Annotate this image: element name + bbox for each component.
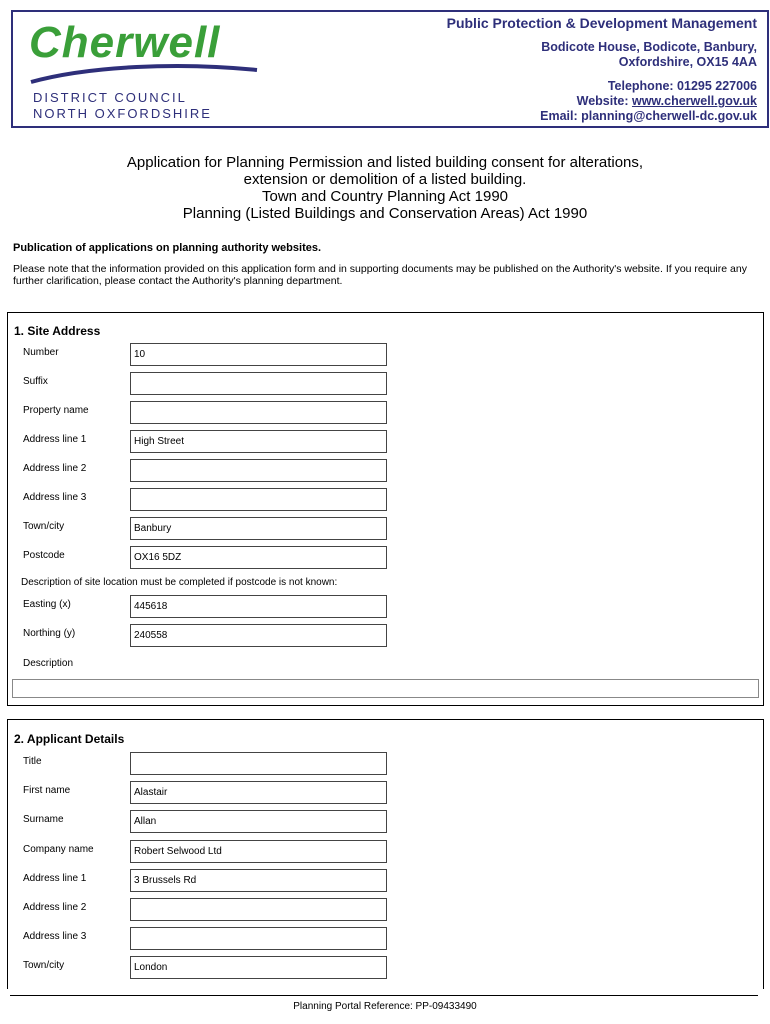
field-label: Town/city	[23, 960, 65, 971]
field-label: Property name	[23, 405, 89, 416]
field-label: Address line 2	[23, 463, 87, 474]
logo-subtitle	[33, 90, 212, 122]
publication-note: Please note that the information provided on this application form and in supporting documents may be published on the Authority's website. If you require any further clarification, please contact the Authority's planning department.	[13, 263, 747, 287]
field-label: Number	[23, 347, 59, 358]
surname-field[interactable]: Allan	[130, 810, 387, 833]
form-title	[0, 154, 770, 222]
address-line1-field[interactable]: High Street	[130, 430, 387, 453]
address-line3-field[interactable]	[130, 488, 387, 511]
field-label: Address line 2	[23, 902, 87, 913]
field-label: Postcode	[23, 550, 65, 561]
field-label: Description	[23, 658, 74, 669]
portal-reference: Planning Portal Reference: PP-09433490	[293, 1001, 477, 1012]
title-line2: extension or demolition of a listed building.	[243, 171, 527, 188]
department-name: Public Protection & Development Management	[446, 15, 757, 31]
site-address-section	[7, 312, 764, 706]
field-label: Easting (x)	[23, 599, 71, 610]
logo-subtitle-line2: NORTH OXFORDSHIRE	[33, 106, 212, 121]
footer-divider	[10, 995, 758, 996]
northing-field[interactable]: 240558	[130, 624, 387, 647]
field-label: Address line 1	[23, 873, 87, 884]
address-line3-field[interactable]	[130, 927, 387, 950]
field-label: Surname	[23, 814, 64, 825]
field-label: Address line 1	[23, 434, 87, 445]
field-label: Address line 3	[23, 931, 87, 942]
address-line1-field[interactable]: 3 Brussels Rd	[130, 869, 387, 892]
postcode-field[interactable]: OX16 5DZ	[130, 546, 387, 569]
title-line1: Application for Planning Permission and listed building consent for alterations,	[126, 154, 644, 171]
field-label: Title	[23, 756, 42, 767]
header-banner	[11, 10, 769, 128]
field-label: First name	[23, 785, 71, 796]
logo-text: Cherwell	[29, 18, 221, 67]
field-label: Town/city	[23, 521, 65, 532]
section-title: 1. Site Address	[14, 324, 101, 338]
telephone: Telephone: 01295 227006	[607, 79, 757, 93]
number-field[interactable]: 10	[130, 343, 387, 366]
address-line2-field[interactable]	[130, 459, 387, 482]
title-line4: Planning (Listed Buildings and Conservation Areas) Act 1990	[182, 205, 588, 222]
location-note: Description of site location must be completed if postcode is not known:	[21, 577, 338, 588]
publication-heading: Publication of applications on planning authority websites.	[13, 242, 322, 254]
address-line2-field[interactable]	[130, 898, 387, 921]
title-field[interactable]	[130, 752, 387, 775]
town-city-field[interactable]: London	[130, 956, 387, 979]
company-name-field[interactable]: Robert Selwood Ltd	[130, 840, 387, 863]
address-line1: Bodicote House, Bodicote, Banbury,	[541, 40, 757, 54]
field-label: Company name	[23, 844, 94, 855]
address-line2: Oxfordshire, OX15 4AA	[618, 55, 757, 69]
title-line3: Town and Country Planning Act 1990	[262, 188, 508, 205]
field-label: Northing (y)	[23, 628, 76, 639]
website-link[interactable]: www.cherwell.gov.uk	[631, 94, 757, 108]
website-label: Website:	[576, 94, 632, 108]
website-line	[447, 94, 757, 109]
field-label: Address line 3	[23, 492, 87, 503]
first-name-field[interactable]: Alastair	[130, 781, 387, 804]
logo-swoosh-icon	[29, 56, 259, 86]
property-name-field[interactable]	[130, 401, 387, 424]
town-city-field[interactable]: Banbury	[130, 517, 387, 540]
description-field[interactable]	[12, 679, 759, 698]
easting-field[interactable]: 445618	[130, 595, 387, 618]
email-line[interactable]: Email: planning@cherwell-dc.gov.uk	[540, 109, 757, 123]
contact-block	[447, 16, 757, 124]
section-title: 2. Applicant Details	[14, 732, 125, 746]
field-label: Suffix	[23, 376, 48, 387]
logo-subtitle-line1: DISTRICT COUNCIL	[33, 90, 187, 105]
applicant-details-section	[7, 719, 764, 989]
suffix-field[interactable]	[130, 372, 387, 395]
